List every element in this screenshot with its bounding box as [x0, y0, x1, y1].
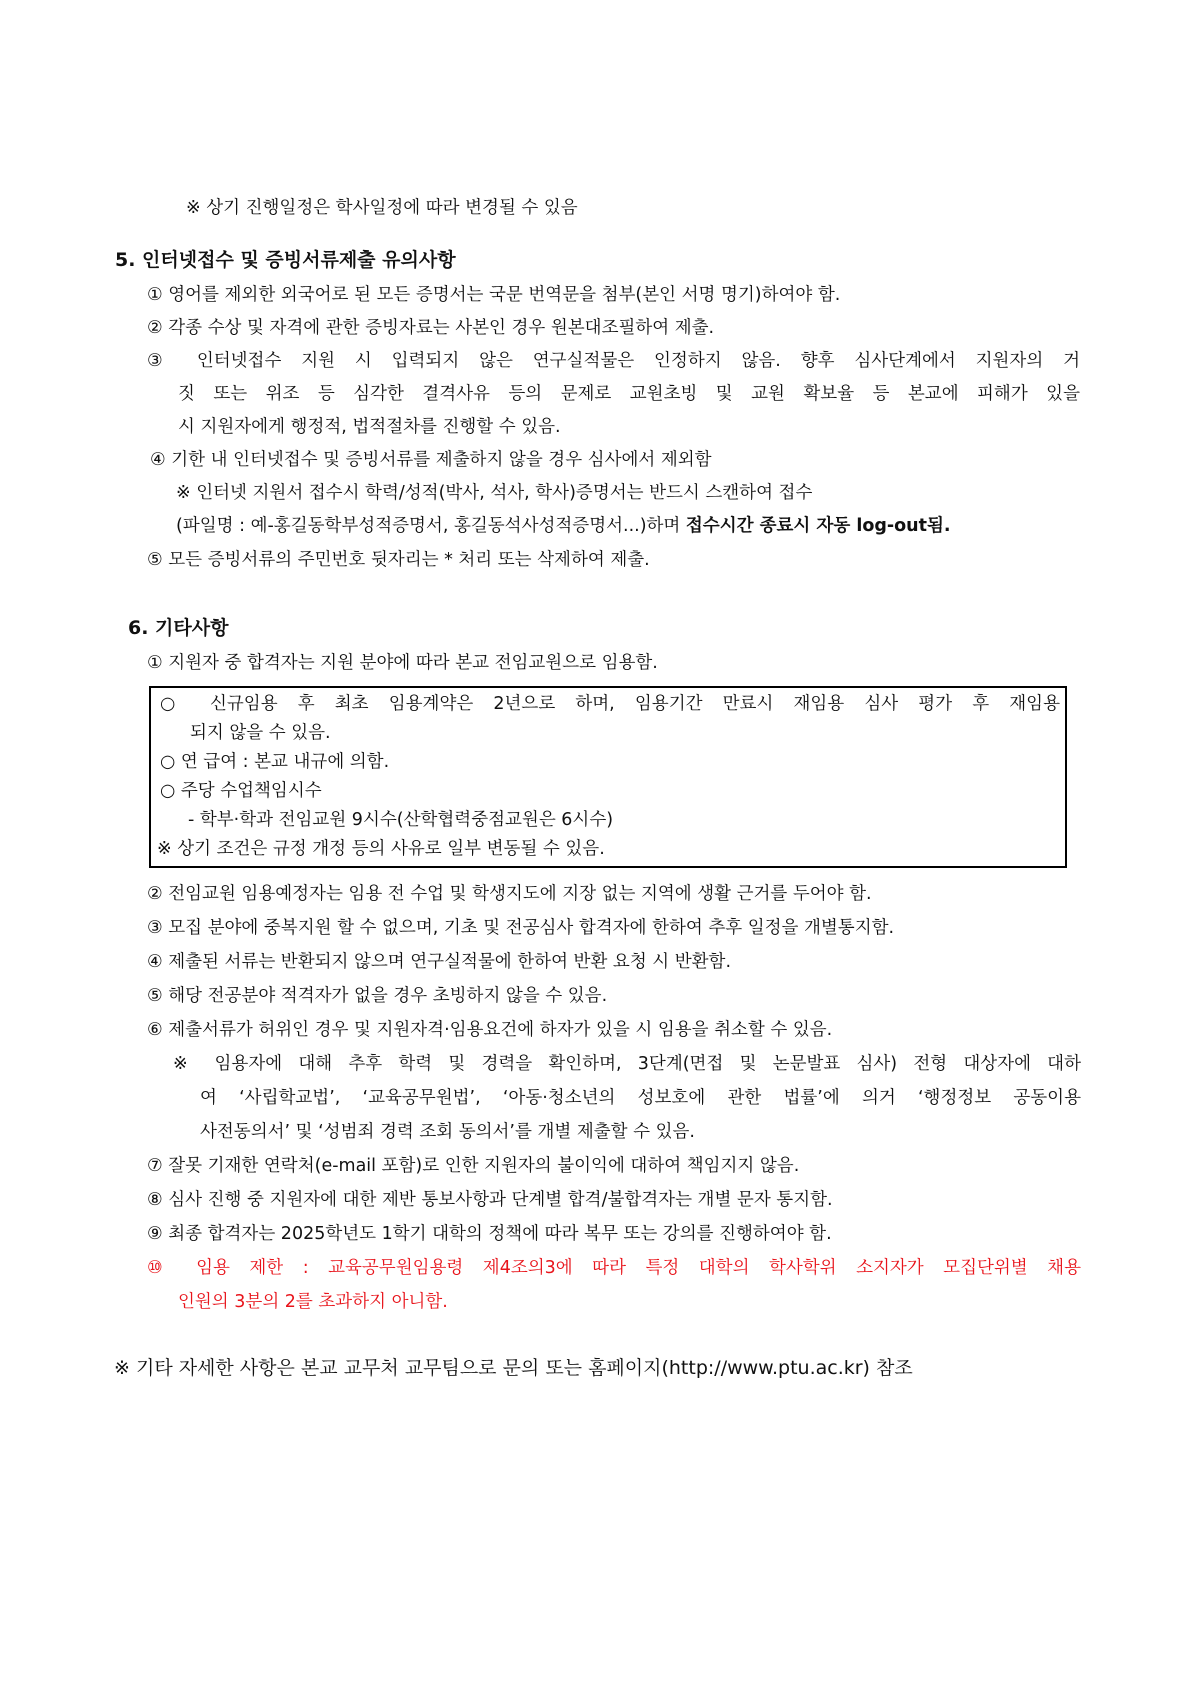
- section6-item-5: ⑤ 해당 전공분야 적격자가 없을 경우 초빙하지 않을 수 있음.: [147, 986, 608, 1006]
- section5-item-4-note: ※ 인터넷 지원서 접수시 학력/성적(박사, 석사, 학사)증명서는 반드시 스캔하여 접수: [176, 483, 813, 503]
- contact-footer-note: ※ 기타 자세한 사항은 본교 교무처 교무팀으로 문의 또는 홈페이지(http://www.ptu.ac.kr) 참조: [114, 1357, 913, 1379]
- schedule-note: ※ 상기 진행일정은 학사일정에 따라 변경될 수 있음: [186, 198, 578, 218]
- section6-item-6-note-line3: 사전동의서’ 및 ‘성범죄 경력 조회 동의서’를 개별 제출할 수 있음.: [200, 1122, 695, 1142]
- box-line-contract: ○ 신규임용 후 최초 임용계약은 2년으로 하며, 임용기간 만료시 재임용 심사 평가 후 재임용: [160, 694, 1060, 714]
- section6-item-6-note-line2: 여 ‘사립학교법’, ‘교육공무원법’, ‘아동·청소년의 성보호에 관한 법률’에 의거 ‘행정정보 공동이용: [200, 1088, 1081, 1108]
- section6-item-2: ② 전임교원 임용예정자는 임용 전 수업 및 학생지도에 지장 없는 지역에 생활 근거를 두어야 함.: [147, 884, 872, 904]
- box-line-change-note: ※ 상기 조건은 규정 개정 등의 사유로 일부 변동될 수 있음.: [157, 839, 605, 859]
- section6-item-1: ① 지원자 중 합격자는 지원 분야에 따라 본교 전임교원으로 임용함.: [147, 653, 658, 673]
- section6-item-10-line2: 인원의 3분의 2를 초과하지 아니함.: [178, 1292, 448, 1312]
- section5-item-3-line1: ③ 인터넷접수 지원 시 입력되지 않은 연구실적물은 인정하지 않음. 향후 심사단계에서 지원자의 거: [147, 351, 1080, 371]
- filename-note-text: (파일명 : 예-홍길동학부성적증명서, 홍길동석사성적증명서...)하며: [176, 516, 686, 536]
- section6-item-3: ③ 모집 분야에 중복지원 할 수 없으며, 기초 및 전공심사 합격자에 한하여 추후 일정을 개별통지함.: [147, 918, 895, 938]
- section6-item-8: ⑧ 심사 진행 중 지원자에 대한 제반 통보사항과 단계별 합격/불합격자는 개별 문자 통지함.: [147, 1190, 833, 1210]
- box-line-hours-detail: - 학부·학과 전임교원 9시수(산학협력중점교원은 6시수): [188, 810, 614, 830]
- box-line-contract-cont: 되지 않을 수 있음.: [190, 723, 331, 743]
- section5-item-1: ① 영어를 제외한 외국어로 된 모든 증명서는 국문 번역문을 첨부(본인 서명 명기)하여야 함.: [147, 285, 841, 305]
- section6-item-6-note-line1: ※ 임용자에 대해 추후 학력 및 경력을 확인하며, 3단계(면접 및 논문발표 심사) 전형 대상자에 대하: [173, 1054, 1081, 1074]
- section5-item-3-line3: 시 지원자에게 행정적, 법적절차를 진행할 수 있음.: [178, 417, 561, 437]
- section6-item-10-line1: ⑩ 임용 제한 : 교육공무원임용령 제4조의3에 따라 특정 대학의 학사학위 소지자가 모집단위별 채용: [147, 1258, 1081, 1278]
- section6-heading: 6. 기타사항: [128, 617, 229, 639]
- section6-item-9: ⑨ 최종 합격자는 2025학년도 1학기 대학의 정책에 따라 복무 또는 강의를 진행하여야 함.: [147, 1224, 832, 1244]
- box-line-salary: ○ 연 급여 : 본교 내규에 의함.: [160, 752, 390, 772]
- section6-item-6: ⑥ 제출서류가 허위인 경우 및 지원자격·임용요건에 하자가 있을 시 임용을 취소할 수 있음.: [147, 1020, 833, 1040]
- section5-item-4-filename-note: [176, 514, 951, 538]
- section5-item-5: ⑤ 모든 증빙서류의 주민번호 뒷자리는 * 처리 또는 삭제하여 제출.: [147, 550, 650, 570]
- section6-item-7: ⑦ 잘못 기재한 연락처(e-mail 포함)로 인한 지원자의 불이익에 대하여 책임지지 않음.: [147, 1156, 800, 1176]
- section5-heading: 5. 인터넷접수 및 증빙서류제출 유의사항: [115, 249, 456, 271]
- section5-item-4: ④ 기한 내 인터넷접수 및 증빙서류를 제출하지 않을 경우 심사에서 제외함: [150, 450, 712, 470]
- box-line-teaching-hours: ○ 주당 수업책임시수: [160, 781, 322, 801]
- section5-item-2: ② 각종 수상 및 자격에 관한 증빙자료는 사본인 경우 원본대조필하여 제출.: [147, 318, 715, 338]
- section5-item-3-line2: 짓 또는 위조 등 심각한 결격사유 등의 문제로 교원초빙 및 교원 확보율 등 본교에 피해가 있을: [178, 384, 1080, 404]
- section6-item-4: ④ 제출된 서류는 반환되지 않으며 연구실적물에 한하여 반환 요청 시 반환함.: [147, 952, 732, 972]
- auto-logout-warning: 접수시간 종료시 자동 log-out됨.: [685, 516, 951, 536]
